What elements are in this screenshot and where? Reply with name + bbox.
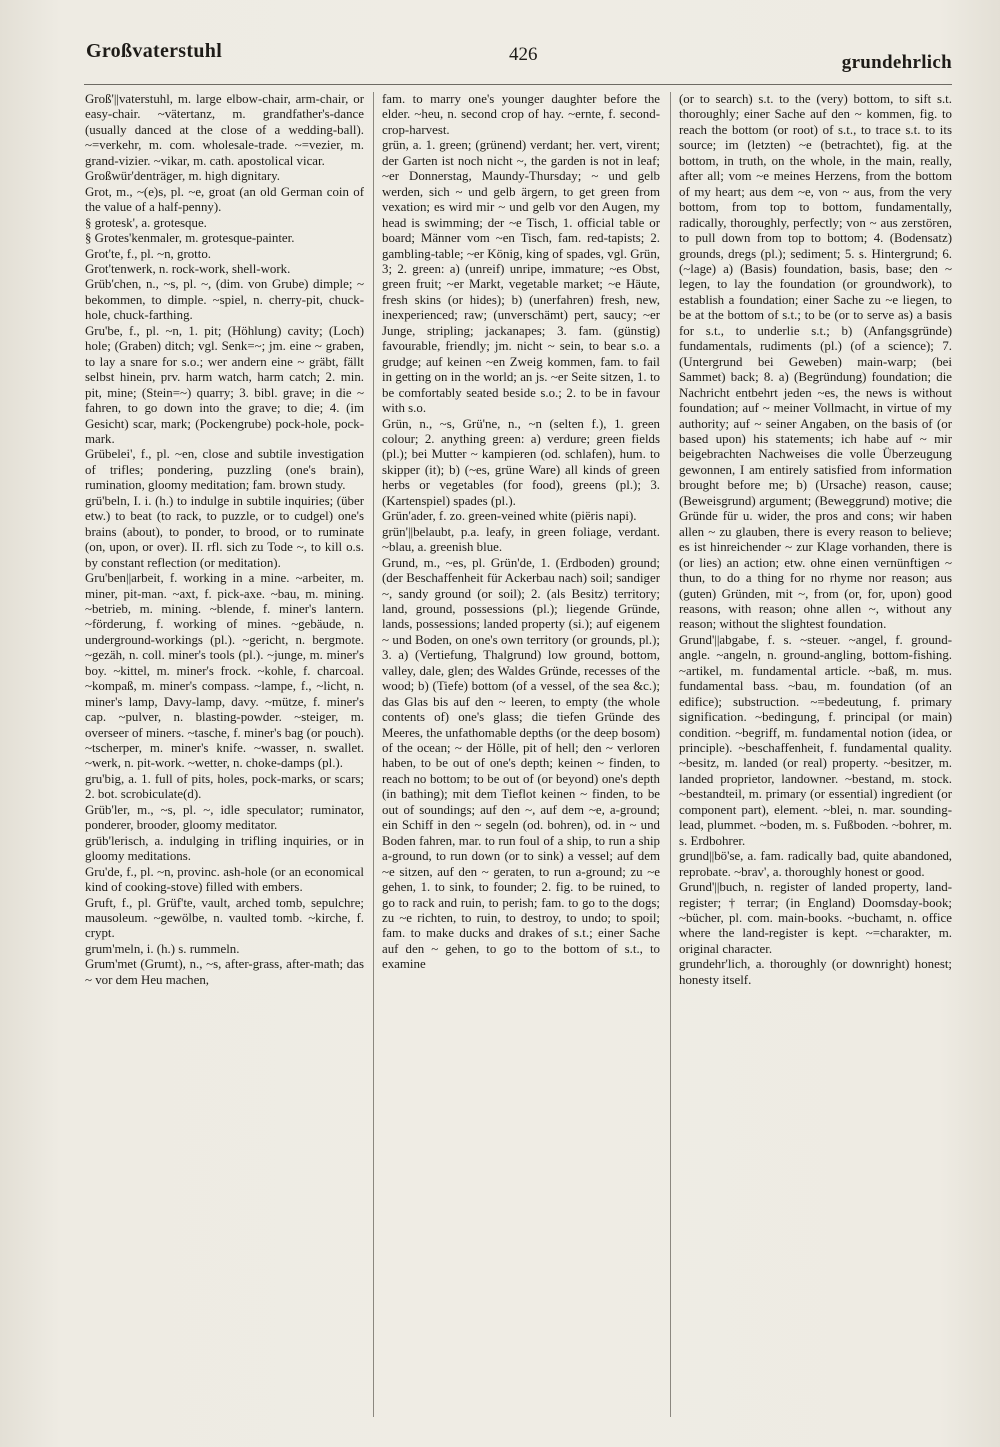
dictionary-entry: grüb'lerisch, a. indulging in trifling inquiries, or in gloomy meditations. bbox=[85, 833, 364, 864]
dictionary-entry: § grotesk', a. grotesque. bbox=[85, 215, 207, 230]
dictionary-entry: gru'big, a. 1. full of pits, holes, pock-marks, or scars; 2. bot. scrobiculate(d). bbox=[85, 771, 364, 802]
dictionary-entry: grum'meln, i. (h.) s. rummeln. bbox=[85, 941, 240, 956]
dictionary-entry: fam. to marry one's younger daughter before the elder. ~heu, n. second crop of hay. ~ernte, f. second-crop-harvest. bbox=[382, 92, 660, 137]
dictionary-entry: Grund, m., ~es, pl. Grün'de, 1. (Erdboden) ground; (der Beschaffenheit für Ackerbau nach) soil; sandiger ~, sandy ground (or soil); 2. (als Besitz) territory; land, ground, possessions (pl.); liegende Gründe, lands, possessions; landed property (si.); auf eigenem ~ und Boden, on one's own territory (or grounds, pl.); 3. a) (Vertiefung, Thalgrund) low ground, bottom, valley, dale, glen; des Waldes Gründe, recesses of the wood; b) (Tiefe) bottom (of a vessel, of the sea &c.); das Glas bis auf den ~ leeren, to empty (the whole contents of) one's glass; die tiefen Gründe des Meeres, the unfathomable depths (or the deep bosom) of the ocean; ~ der Hölle, pit of hell; den ~ verloren haben, to be out of one's depth; keinen ~ finden, to reach no bottom; to be out of (or beyond) one's depth (in bathing); mit dem Tieflot keinen ~ finden, to be out of soundings; auf den ~, auf dem ~e, a-ground; ein Schiff in den ~ segeln (od. bohren), od. in ~ und Boden fahren, mar. to run foul of a ship, to run a ship a-ground, to run down (or to sink) a vessel; auf dem ~e sitzen, auf den ~ geraten, to run a-ground; zu ~e gehen, 1. to sink, to founder; 2. fig. to be ruined, to go to rack and ruin, to perish; fam. to go to the dogs; zu ~e richten, to ruin, to destroy, to undo; to spoil; fam. to make ducks and drakes of s.t.; einer Sache auf den ~ gehen, to go to the bottom of s.t., to examine bbox=[382, 555, 660, 972]
column-middle bbox=[382, 92, 660, 1427]
dictionary-entry: Grund'||abgabe, f. s. ~steuer. ~angel, f. ground-angle. ~angeln, n. ground-angling, bottom-fishing. ~artikel, m. fundamental article. ~baß, m. mus. fundamental bass. ~bau, m. foundation (of an edifice); substruction. ~=bedeutung, f. primary signification. ~bedingung, f. principal (or main) condition. ~begriff, m. fundamental notion (idea, or principle). ~beschaffenheit, f. fundamental quality. ~besitz, m. landed (or real) property. ~besitzer, m. landed proprietor, landowner. ~bestand, m. stock. ~bestandteil, m. primary (or essential) ingredient (or component part), element. ~blei, n. mar. sounding-lead, plummet. ~boden, m. s. Fußboden. ~bohrer, m. s. Erdbohrer. bbox=[679, 632, 952, 848]
dictionary-entry: Grün'ader, f. zo. green-veined white (piëris napi). bbox=[382, 509, 637, 524]
dictionary-entry: Grübelei', f., pl. ~en, close and subtile investigation of trifles; pondering, puzzling (one's brain), rumination, gloomy meditation; fam. brown study. bbox=[85, 447, 364, 493]
left-running-headword: Großvaterstuhl bbox=[86, 40, 223, 62]
dictionary-entry: § Grotes'kenmaler, m. grotesque-painter. bbox=[85, 231, 295, 246]
header-rule bbox=[84, 84, 952, 85]
dictionary-entry: Grot, m., ~(e)s, pl. ~e, groat (an old German coin of the value of a half-penny). bbox=[85, 184, 364, 215]
dictionary-entry: Grot'tenwerk, n. rock-work, shell-work. bbox=[85, 261, 291, 276]
page-number: 426 bbox=[509, 44, 538, 65]
dictionary-entry: Grot'te, f., pl. ~n, grotto. bbox=[85, 246, 212, 261]
dictionary-entry: grund||bö'se, a. fam. radically bad, quite abandoned, reprobate. ~brav', a. thoroughly honest or good. bbox=[679, 849, 952, 879]
column-left bbox=[85, 92, 364, 1427]
dictionary-entry: Grum'met (Grumt), n., ~s, after-grass, after-math; das ~ vor dem Heu machen, bbox=[85, 957, 364, 987]
dictionary-entry: Grüb'ler, m., ~s, pl. ~, idle speculator; ruminator, ponderer, brooder, gloomy meditator. bbox=[85, 802, 364, 833]
dictionary-entry: Gru'de, f., pl. ~n, provinc. ash-hole (or an economical kind of cooking-stove) filled with embers. bbox=[85, 864, 364, 895]
column-divider-2 bbox=[670, 92, 671, 1417]
dictionary-entry: (or to search) s.t. to the (very) bottom, to sift s.t. thoroughly; einer Sache auf den ~ kommen, fig. to reach the bottom (or root) of s.t., to trace s.t. to its source; im (letzten) ~e (betrachtet), fig. at the bottom, in truth, on the whole, in the main, really, after all; vom ~e meines Herzens, from the bottom of my heart; aus dem ~e, von ~ aus, from the very bottom, from top to bottom, fundamentally, radically, thoroughly, perfectly; von ~ aus zerstören, to pull down from top to bottom; 4. (Bodensatz) grounds, dregs (pl.); sediment; 5. s. Hintergrund; 6. (~lage) a) (Basis) foundation, basis, base; den ~ legen, to lay the foundation (or groundwork), to establish a foundation; einer Sache zu ~e liegen, to be at the bottom of s.t.; to be (or to serve as) a basis for s.t., to underlie s.t.; b) (Anfangsgründe) fundamentals, rudiments (pl.) (of a science); 7. (Untergrund bei Geweben) main-warp; (bei Sammet) back; 8. a) (Begründung) foundation; die Nachricht entbehrt jeden ~es, the news is without foundation; auf ~ meiner Vollmacht, in virtue of my authority; auf ~ seiner Angaben, on the basis of (or based upon) his statements; ich habe auf ~ mir beigebrachten Nachweises die volle Überzeugung gewonnen, I am entirely satisfied from information brought before me; b) (Ursache) reason, cause; (Beweisgrund) argument; (Beweggrund) motive; die Gründe für u. wider, the pros and cons; wir haben allen ~ zu glauben, there is every reason to believe; es ist hinreichender ~ zur Klage vorhanden, there is (or lies) an action; etw. ohne einen vernünftigen ~ thun, to do a thing for no rhyme nor reason; aus (guten) Gründen, mit ~, from (or, for, upon) good reasons, with reason; ohne allen ~, without any reason; without the slightest foundation. bbox=[679, 92, 952, 632]
dictionary-entry: Gru'be, f., pl. ~n, 1. pit; (Höhlung) cavity; (Loch) hole; (Graben) ditch; vgl. Senk=~; jm. eine ~ graben, to lay a snare for s.o.; wer andern eine ~ gräbt, fällt selbst hinein, prv. harm watch, harm catch; 2. min. pit, mine; (Stein=~) quarry; 3. bibl. grave; in die ~ fahren, to go down into the grave; to die; 4. (im Gesicht) scar, mark; (Pockengrube) pock-hole, pock-mark. bbox=[85, 323, 364, 446]
right-running-headword: grundehrlich bbox=[841, 52, 952, 73]
page-header bbox=[78, 38, 952, 74]
column-divider-1 bbox=[373, 92, 374, 1417]
dictionary-entry: grundehr'lich, a. thoroughly (or downright) honest; honesty itself. bbox=[679, 957, 952, 987]
dictionary-entry: Grün, n., ~s, Grü'ne, n., ~n (selten f.), 1. green colour; 2. anything green: a) verdure; green fields (pl.); bei Mutter ~ kampieren (od. schlafen), hum. to skipper (it); b) (~es, grüne Ware) all kinds of green herbs or vegetables (for food), greens (pl.); 3. (Kartenspiel) spades (pl.). bbox=[382, 416, 660, 508]
dictionary-entry: grü'beln, I. i. (h.) to indulge in subtile inquiries; (über etw.) to beat (to rack, to puzzle, or to cudgel) one's brains (about), to ponder, to brood, or to ruminate (on, upon, or over). II. rfl. sich zu Tode ~, to kill o.s. by constant reflection (or meditation). bbox=[85, 493, 364, 570]
column-right bbox=[679, 92, 952, 1427]
dictionary-entry: Grund'||buch, n. register of landed property, land-register; † terrar; (in England) Doomsday-book; ~bücher, pl. com. main-books. ~buchamt, n. office where the land-register is kept. ~=charakter, m. original character. bbox=[679, 880, 952, 956]
dictionary-entry: Großwür'denträger, m. high dignitary. bbox=[85, 169, 280, 184]
dictionary-entry: Grüb'chen, n., ~s, pl. ~, (dim. von Grube) dimple; ~ bekommen, to dimple. ~spiel, n. cherry-pit, chuck-hole, chuck-farthing. bbox=[85, 277, 364, 323]
dictionary-entry: Groß'||vaterstuhl, m. large elbow-chair, arm-chair, or easy-chair. ~vätertanz, m. grandfather's-dance (usually danced at the close of a wedding-ball). ~=verkehr, m. com. wholesale-trade. ~=vezier, m. grand-vizier. ~vikar, m. cath. apostolical vicar. bbox=[85, 92, 364, 168]
dictionary-entry: Gruft, f., pl. Grüf'te, vault, arched tomb, sepulchre; mausoleum. ~gewölbe, n. vaulted tomb. ~kirche, f. crypt. bbox=[85, 895, 364, 941]
dictionary-entry: grün, a. 1. green; (grünend) verdant; her. vert, virent; der Garten ist noch nicht ~, the garden is not in leaf; ~er Donnerstag, Maundy-Thursday; ~ und gelb werden, sich ~ und gelb ärgern, to get green from vexation; es wird mir ~ und gelb vor den Augen, my head is swimming; der ~e Tisch, 1. official table or board; Männer vom ~en Tisch, fam. red-tapists; 2. gambling-table; ~er König, king of spades, vgl. Grün, 3; 2. green: a) (unreif) unripe, immature; ~es Obst, green fruit; ~er Markt, vegetable market; ~e Häute, fresh skins (or hides); b) (unerfahren) fresh, new, inexperienced; raw; (unverschämt) pert, saucy; ~er Junge, stripling; jackanapes; 3. fam. (günstig) favourable, friendly; jm. nicht ~ sein, to bear s.o. a grudge; auf keinen ~en Zweig kommen, fam. to fail in getting on in the world; an js. ~er Seite sitzen, 1. to be comfortably seated beside s.o.; 2. to be in favour with s.o. bbox=[382, 138, 660, 416]
dictionary-entry: Gru'ben||arbeit, f. working in a mine. ~arbeiter, m. miner, pit-man. ~axt, f. pick-axe. ~bau, m. mining. ~betrieb, m. mining. ~blende, f. miner's lantern. ~förderung, f. working of mines. ~gebäude, n. underground-workings (pl.). ~gericht, n. bergmote. ~gezäh, n. coll. miner's tools (pl.). ~junge, m. miner's boy. ~kittel, m. miner's frock. ~kohle, f. charcoal. ~kompaß, m. miner's compass. ~lampe, f., ~licht, n. miner's lamp, Davy-lamp, davy. ~mütze, f. miner's cap. ~pulver, n. blasting-powder. ~steiger, m. overseer of miners. ~tasche, f. miner's bag (or pouch). ~tscherper, m. miner's knife. ~wasser, n. swallet. ~werk, n. pit-work. ~wetter, n. choke-damps (pl.). bbox=[85, 571, 364, 771]
dictionary-entry: grün'||belaubt, p.a. leafy, in green foliage, verdant. ~blau, a. greenish blue. bbox=[382, 524, 660, 555]
